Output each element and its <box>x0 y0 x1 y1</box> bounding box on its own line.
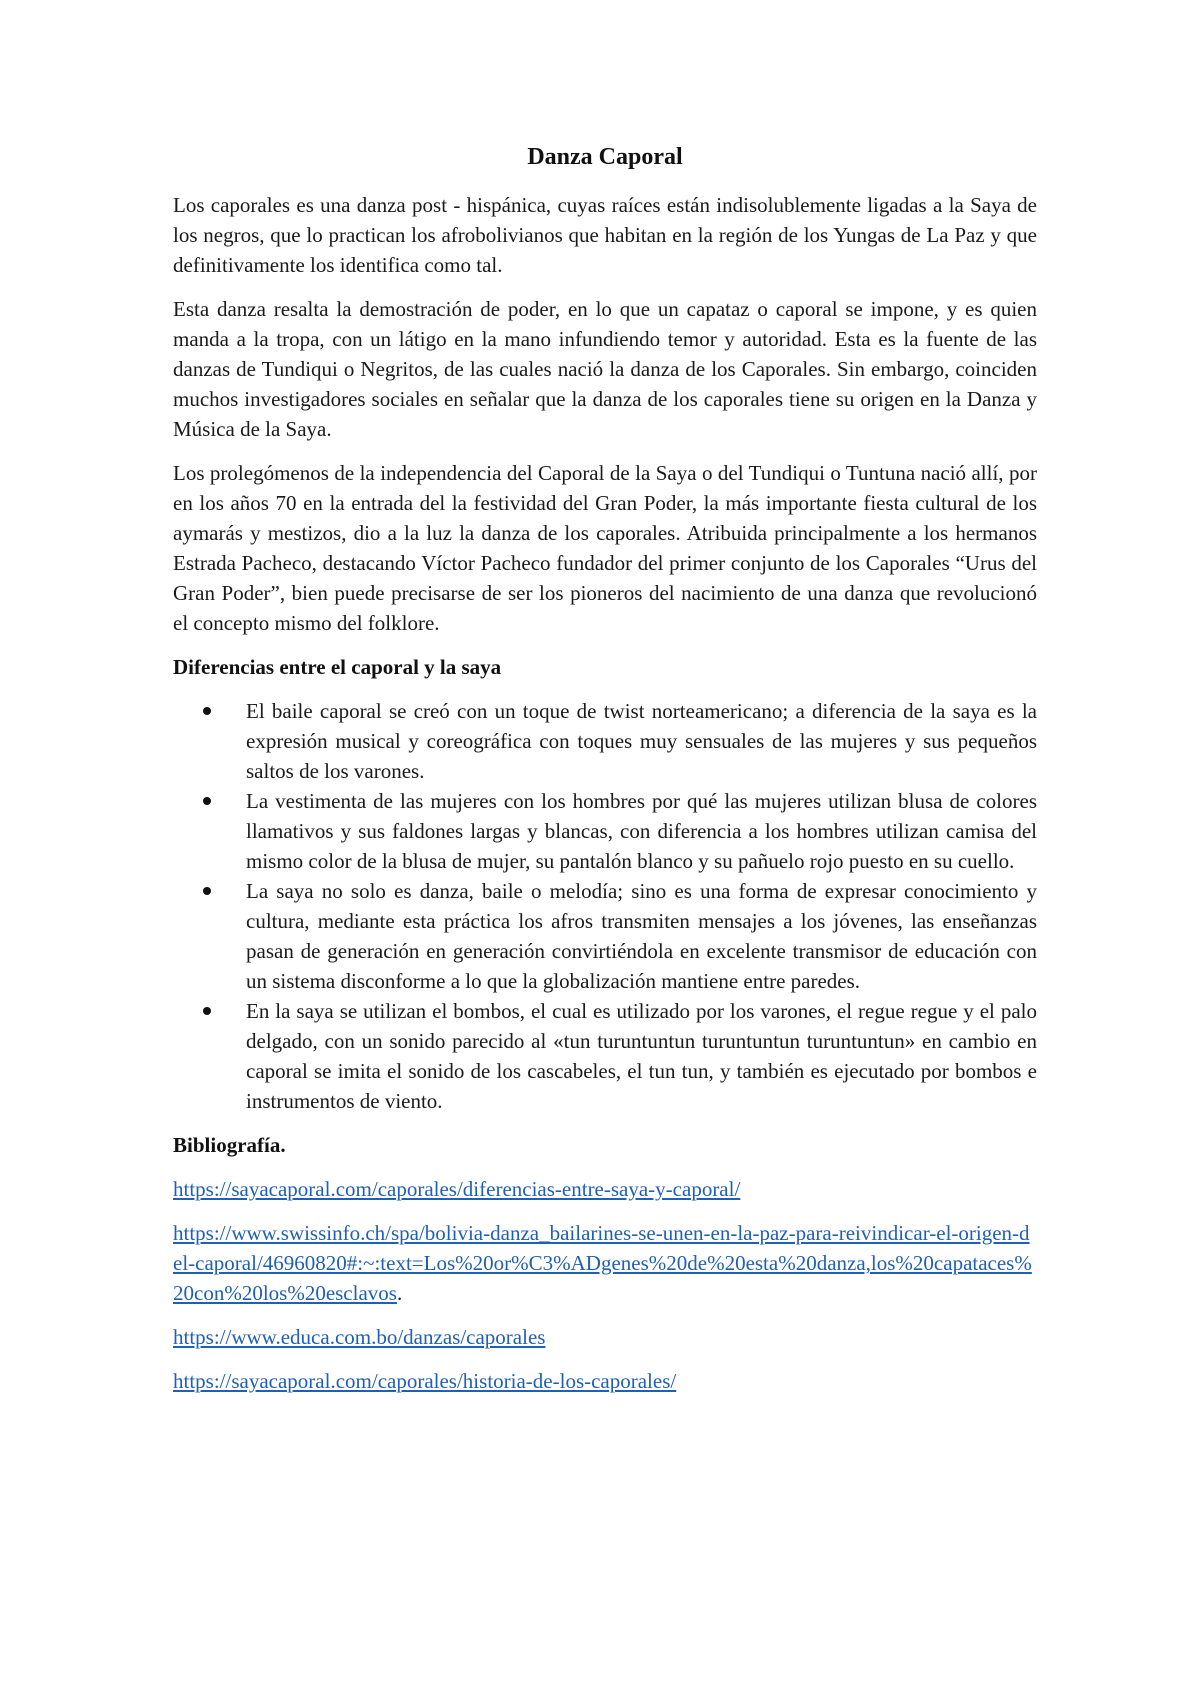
list-item-text: La vestimenta de las mujeres con los hombres por qué las mujeres utilizan blusa de colores llamativos y sus faldones largas y blancas, con diferencia a los hombres utilizan camisa del mismo color de la blusa de mujer, su pantalón blanco y su pañuelo rojo puesto en su cuello. <box>246 789 1037 873</box>
link-sayacaporal-historia[interactable]: https://sayacaporal.com/caporales/historia-de-los-caporales/ <box>173 1369 677 1393</box>
document-title: Danza Caporal <box>527 144 683 170</box>
bibliography-links <box>173 1174 1037 1396</box>
list-item <box>246 786 1037 876</box>
bibliography-entry <box>173 1322 1037 1352</box>
link-swissinfo[interactable]: https://www.swissinfo.ch/spa/bolivia-danza_bailarines-se-unen-en-la-paz-para-reivindicar-el-origen-del-caporal/46960820#:~:text=Los%20or%C3%ADgenes%20de%20esta%20danza,los%20capataces%20con%20los%20esclavos <box>173 1221 1032 1305</box>
list-item <box>246 696 1037 786</box>
section-heading-differences: Diferencias entre el caporal y la saya <box>173 655 502 679</box>
paragraph-intro: Los caporales es una danza post - hispánica, cuyas raíces están indisolublemente ligadas a la Saya de los negros, que lo practican los afrobolivianos que habitan en la región de los Yungas de La Paz y que definitivamente los identifica como tal. <box>173 193 1037 277</box>
bibliography-entry <box>173 1174 1037 1204</box>
bibliography-heading: Bibliografía. <box>173 1133 286 1157</box>
list-item-text: En la saya se utilizan el bombos, el cual es utilizado por los varones, el regue regue y el palo delgado, con un sonido parecido al «tun turuntuntun turuntuntun turuntuntun» en cambio en caporal se imita el sonido de los cascabeles, el tun tun, y también es ejecutado por bombos e instrumentos de viento. <box>246 999 1037 1113</box>
differences-list <box>173 696 1037 1116</box>
paragraph-history: Los prolegómenos de la independencia del Caporal de la Saya o del Tundiqui o Tuntuna nació allí, por en los años 70 en la entrada del la festividad del Gran Poder, la más importante fiesta cultural de los aymarás y mestizos, dio a la luz la danza de los caporales. Atribuida principalmente a los hermanos Estrada Pacheco, destacando Víctor Pacheco fundador del primer conjunto de los Caporales “Urus del Gran Poder”, bien puede precisarse de ser los pioneros del nacimiento de una danza que revolucionó el concepto mismo del folklore. <box>173 461 1037 635</box>
bullet-icon <box>203 797 211 805</box>
list-item-text: La saya no solo es danza, baile o melodía; sino es una forma de expresar conocimiento y cultura, mediante esta práctica los afros transmiten mensajes a los jóvenes, las enseñanzas pasan de generación en generación convirtiéndola en excelente transmisor de educación con un sistema disconforme a lo que la globalización mantiene entre paredes. <box>246 879 1037 993</box>
document-page <box>173 140 1037 1410</box>
bullet-icon <box>203 887 211 895</box>
bullet-icon <box>203 707 211 715</box>
link-sayacaporal-diferencias[interactable]: https://sayacaporal.com/caporales/diferencias-entre-saya-y-caporal/ <box>173 1177 741 1201</box>
list-item-text: El baile caporal se creó con un toque de twist norteamericano; a diferencia de la saya es la expresión musical y coreográfica con toques muy sensuales de las mujeres y sus pequeños saltos de los varones. <box>246 699 1037 783</box>
bullet-icon <box>203 1007 211 1015</box>
link-suffix: . <box>396 1281 403 1305</box>
paragraph-power: Esta danza resalta la demostración de poder, en lo que un capataz o caporal se impone, y es quien manda a la tropa, con un látigo en la mano infundiendo temor y autoridad. Esta es la fuente de las danzas de Tundiqui o Negritos, de las cuales nació la danza de los Caporales. Sin embargo, coinciden muchos investigadores sociales en señalar que la danza de los caporales tiene su origen en la Danza y Música de la Saya. <box>173 297 1037 441</box>
list-item <box>246 876 1037 996</box>
list-item <box>246 996 1037 1116</box>
bibliography-entry <box>173 1366 1037 1396</box>
bibliography-entry <box>173 1218 1037 1308</box>
link-educa[interactable]: https://www.educa.com.bo/danzas/caporales <box>173 1325 546 1349</box>
